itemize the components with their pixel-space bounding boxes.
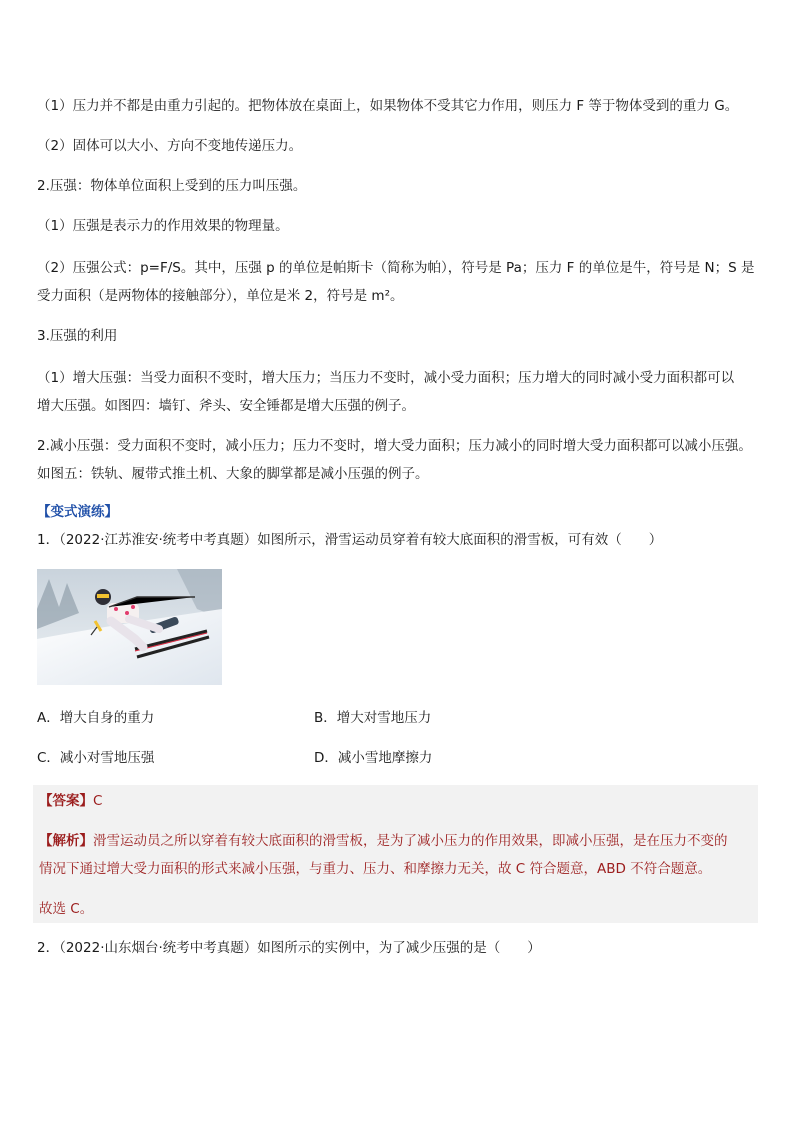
practice-heading: 【变式演练】	[37, 504, 118, 520]
point-formula-line1: （2）压强公式：p=F/S。其中，压强 p 的单位是帕斯卡（简称为帕），符号是 Pa；压力 F 的单位是牛，符号是 N；S 是	[37, 260, 755, 276]
section-pressure-application: 3.压强的利用	[37, 328, 118, 344]
answer-line	[39, 789, 102, 809]
analysis-conclusion: 故选 C。	[39, 901, 94, 917]
point-increase-line2: 增大压强。如图四：墙钉、斧头、安全锤都是增大压强的例子。	[37, 398, 415, 414]
option-b: B．增大对雪地压力	[314, 710, 432, 726]
option-c: C．减小对雪地压强	[37, 750, 155, 766]
skier-illustration	[37, 569, 222, 685]
point-decrease-line2: 如图五：铁轨、履带式推土机、大象的脚掌都是减小压强的例子。	[37, 466, 429, 482]
point-pressure-gravity: （1）压力并不都是由重力引起的。把物体放在桌面上，如果物体不受其它力作用，则压力 F 等于物体受到的重力 G。	[37, 98, 739, 114]
analysis-line2: 情况下通过增大受力面积的形式来减小压强，与重力、压力、和摩擦力无关，故 C 符合题意，ABD 不符合题意。	[39, 861, 712, 877]
analysis-line1	[39, 829, 728, 849]
point-formula-line2: 受力面积（是两物体的接触部分），单位是米 2，符号是 m²。	[37, 288, 404, 304]
answer-tag: 【答案】	[39, 793, 93, 809]
point-increase-line1: （1）增大压强：当受力面积不变时，增大压力；当压力不变时，减小受力面积；压力增大的同时减小受力面积都可以	[37, 370, 735, 386]
point-pressure-meaning: （1）压强是表示力的作用效果的物理量。	[37, 218, 289, 234]
point-decrease-line1: 2.减小压强：受力面积不变时，减小压力；压力不变时，增大受力面积；压力减小的同时增大受力面积都可以减小压强。	[37, 438, 752, 454]
skier-photo	[37, 569, 222, 685]
option-a: A．增大自身的重力	[37, 710, 155, 726]
analysis-text-1: 滑雪运动员之所以穿着有较大底面积的滑雪板，是为了减小压力的作用效果，即减小压强，是在压力不变的	[93, 833, 728, 849]
option-d: D．减小雪地摩擦力	[314, 750, 433, 766]
question-1: 1．（2022·江苏淮安·统考中考真题）如图所示，滑雪运动员穿着有较大底面积的滑雪板，可有效（ ）	[37, 532, 663, 548]
question-2: 2．（2022·山东烟台·统考中考真题）如图所示的实例中，为了减少压强的是（ ）	[37, 940, 541, 956]
point-solid-transmit: （2）固体可以大小、方向不变地传递压力。	[37, 138, 303, 154]
analysis-tag: 【解析】	[39, 833, 93, 849]
answer-value: C	[93, 793, 103, 809]
answer-box	[33, 785, 758, 923]
section-pressure-definition: 2.压强：物体单位面积上受到的压力叫压强。	[37, 178, 307, 194]
